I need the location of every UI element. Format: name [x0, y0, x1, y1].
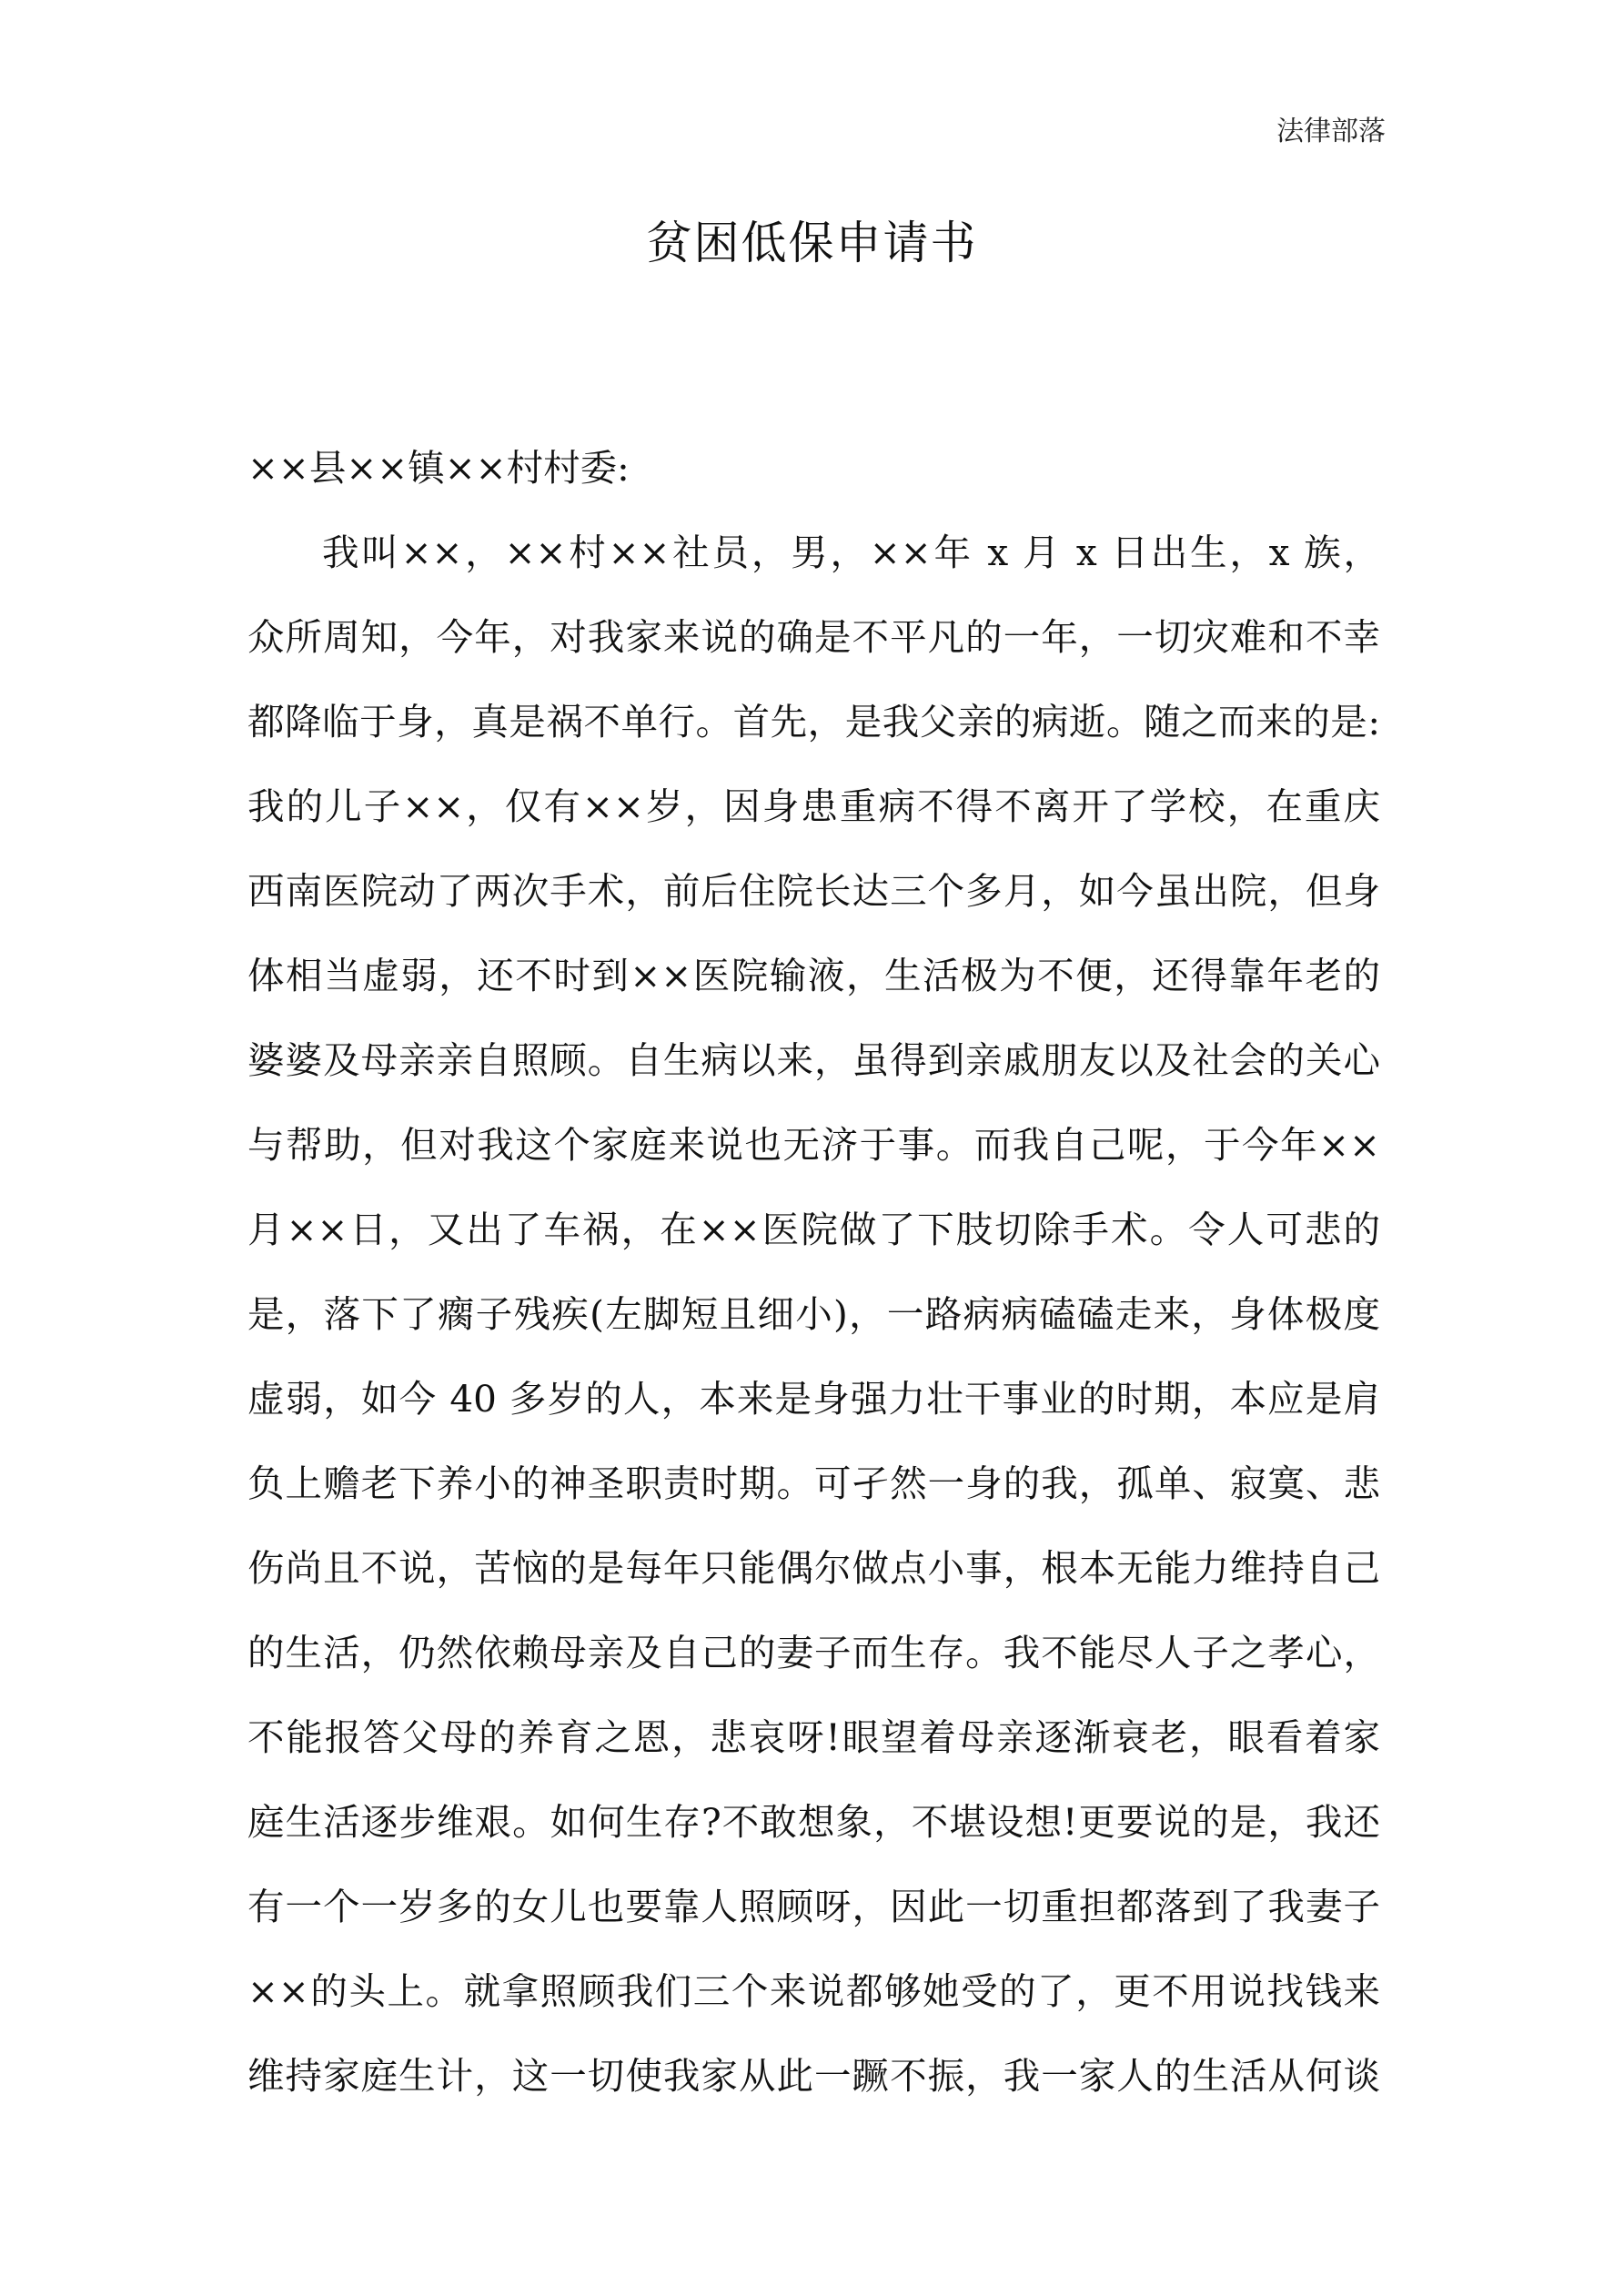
salutation: ××县××镇××村村委: [247, 446, 630, 490]
paragraph-line: 婆婆及母亲亲自照顾。自生病以来，虽得到亲戚朋友以及社会的关心 [247, 1038, 1380, 1082]
paragraph-line: 不能报答父母的养育之恩，悲哀呀!眼望着母亲逐渐衰老，眼看着家 [247, 1715, 1380, 1759]
body-paragraph [247, 511, 1380, 2119]
paragraph-line: 我叫××，××村××社员，男，××年 x 月 x 日出生，x 族， [322, 531, 1380, 574]
paragraph-line: 与帮助，但对我这个家庭来说也无济于事。而我自己呢，于今年×× [247, 1123, 1380, 1167]
paragraph-line: 西南医院动了两次手术，前后住院长达三个多月，如今虽出院，但身 [247, 869, 1380, 913]
paragraph-line: 体相当虚弱，还不时到××医院输液，生活极为不便，还得靠年老的 [247, 954, 1380, 997]
paragraph-line: 众所周知，今年，对我家来说的确是不平凡的一年，一切灾难和不幸 [247, 615, 1380, 659]
paragraph-line: 庭生活逐步维艰。如何生存?不敢想象，不堪设想!更要说的是，我还 [247, 1800, 1380, 1844]
paragraph-line: 负上赡老下养小的神圣职责时期。可孑然一身的我，孤单、寂寞、悲 [247, 1462, 1380, 1505]
paragraph-line: ××的头上。就拿照顾我们三个来说都够她受的了，更不用说找钱来 [247, 1969, 1380, 2013]
paragraph-line: 虚弱，如今 40 多岁的人，本来是身强力壮干事业的时期，本应是肩 [247, 1377, 1380, 1421]
paragraph-line: 有一个一岁多的女儿也要靠人照顾呀，因此一切重担都落到了我妻子 [247, 1885, 1380, 1928]
header-tag: 法律部落 [1276, 116, 1386, 147]
document-title: 贫困低保申请书 [646, 217, 978, 269]
paragraph-line: 都降临于身，真是祸不单行。首先，是我父亲的病逝。随之而来的是: [247, 700, 1380, 743]
paragraph-line: 维持家庭生计，这一切使我家从此一蹶不振，我一家人的生活从何谈 [247, 2054, 1380, 2098]
document-body [247, 426, 1380, 2119]
paragraph-line: 我的儿子××，仅有××岁，因身患重病不得不离开了学校，在重庆 [247, 784, 1380, 828]
paragraph-line: 是，落下了瘸子残疾(左脚短且细小)，一路病病磕磕走来，身体极度 [247, 1292, 1380, 1336]
paragraph-line: 的生活，仍然依赖母亲及自己的妻子而生存。我不能尽人子之孝心， [247, 1631, 1380, 1674]
paragraph-line: 伤尚且不说，苦恼的是每年只能偶尔做点小事，根本无能力维持自己 [247, 1546, 1380, 1590]
paragraph-line: 月××日，又出了车祸，在××医院做了下肢切除手术。令人可悲的 [247, 1208, 1380, 1251]
